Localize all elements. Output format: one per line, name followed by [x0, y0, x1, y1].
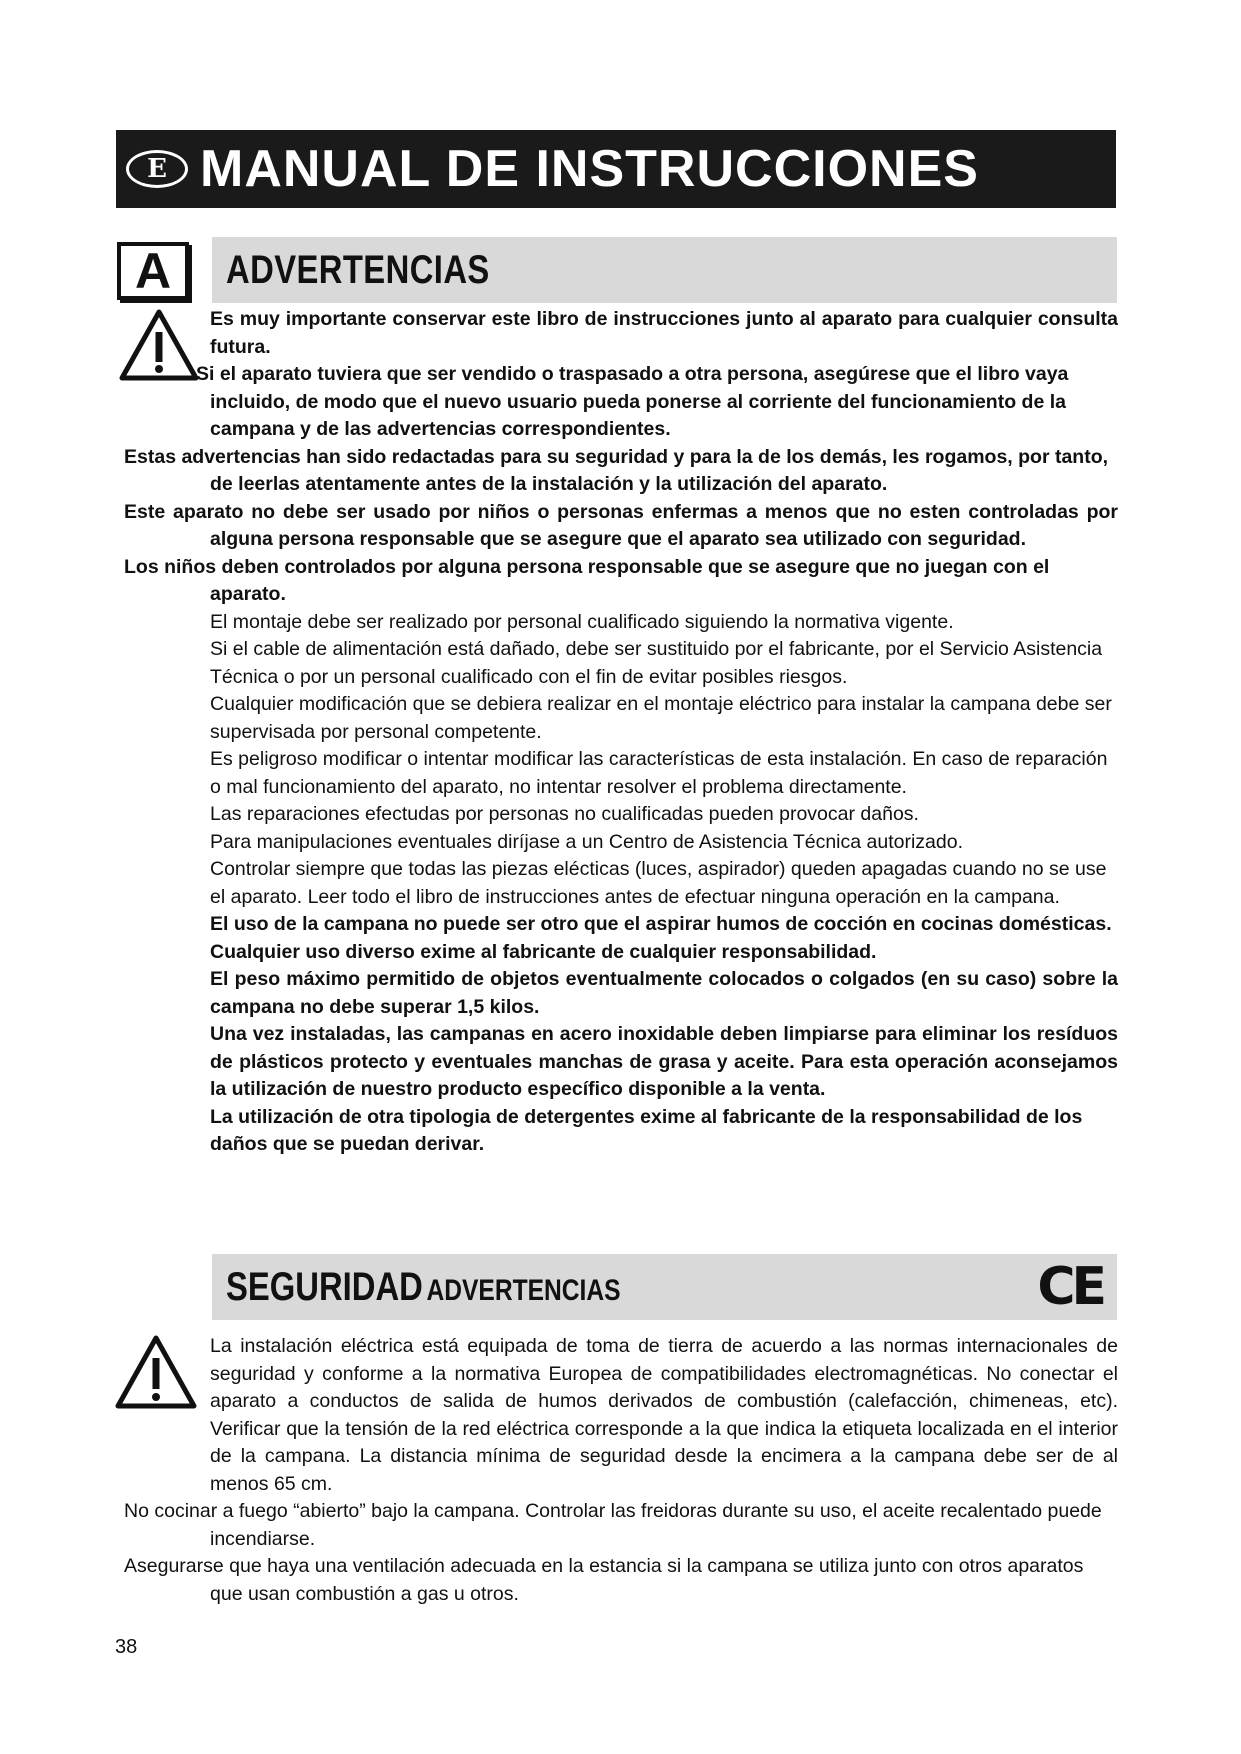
paragraph: Para manipulaciones eventuales diríjase a un Centro de Asistencia Técnica autorizado.: [210, 830, 964, 853]
seguridad-heading-small: ADVERTENCIAS: [426, 1273, 621, 1307]
page-title: MANUAL DE INSTRUCCIONES: [200, 140, 979, 198]
paragraph: Estas advertencias han sido redactadas para su seguridad y para la de los demás, les rogamos, por tanto, de leerlas atentamente antes de la instalación y la utilización del aparato.: [124, 445, 1109, 495]
paragraph: No cocinar a fuego “abierto” bajo la campana. Controlar las freidoras durante su uso, el aceite recalentado puede incendiarse.: [124, 1500, 1102, 1550]
section-letter: A: [117, 242, 189, 300]
title-bar: [116, 130, 1116, 208]
paragraph: Es peligroso modificar o intentar modificar las características de esta instalación. En caso de reparación o mal funcionamiento del aparato, no intentar resolver el problema directamente.: [210, 748, 1108, 798]
seguridad-heading-big: SEGURIDAD: [226, 1264, 423, 1309]
paragraph: Si el cable de alimentación está dañado, debe ser sustituido por el fabricante, por el Servicio Asistencia Técnica o por un personal cualificado con el fin de evitar posibles riesgos.: [210, 638, 1103, 688]
paragraph: Una vez instaladas, las campanas en acero inoxidable deben limpiarse para eliminar los resíduos de plásticos protecto y eventuales manchas de grasa y aceite. Para esta operación aconsejamos la utilización de nuestro producto específico disponible a la venta.: [210, 1023, 1118, 1100]
paragraph: Asegurarse que haya una ventilación adecuada en la estancia si la campana se utiliza junto con otros aparatos que usan combustión a gas u otros.: [124, 1555, 1084, 1605]
paragraph: El montaje debe ser realizado por personal cualificado siguiendo la normativa vigente.: [210, 610, 954, 633]
paragraph: Es muy importante conservar este libro de instrucciones junto al aparato para cualquier consulta futura.: [210, 308, 1118, 358]
paragraph: Los niños deben controlados por alguna persona responsable que se asegure que no juegan con el aparato.: [124, 555, 1050, 605]
paragraph: La instalación eléctrica está equipada de toma de tierra de acuerdo a las normas internacionales de seguridad y conforme a la normativa Europea de compatibilidades electromagnéticas. No conectar el aparato a conductos de salida de humos derivados de combustión (calefacción, chimeneas, etc). Verificar que la tensión de la red eléctrica corresponde a la que indica la etiqueta localizada en el interior de la campana. La distancia mínima de seguridad desde la encimera a la campana debe ser de al menos 65 cm.: [210, 1335, 1118, 1495]
section-heading-text: ADVERTENCIAS: [226, 247, 490, 292]
paragraph: El uso de la campana no puede ser otro que el aspirar humos de cocción en cocinas domésticas.: [210, 913, 1112, 935]
paragraph: Controlar siempre que todas las piezas elécticas (luces, aspirador) queden apagadas cuando no se use el aparato. Leer todo el libro de instrucciones antes de efectuar ninguna operación en la campana.: [210, 858, 1107, 908]
ce-mark-icon: CE: [1037, 1257, 1103, 1317]
section-heading: [212, 237, 1117, 303]
paragraph: La utilización de otra tipologia de detergentes exime al fabricante de la responsabilidad de los daños que se puedan derivar.: [210, 1105, 1083, 1155]
language-badge: E: [126, 150, 188, 188]
paragraph: Las reparaciones efectudas por personas no cualificadas pueden provocar daños.: [210, 803, 919, 825]
advertencias-text: [124, 306, 1118, 1159]
paragraph: Cualquier uso diverso exime al fabricante de cualquier responsabilidad.: [210, 940, 877, 963]
seguridad-text: [124, 1333, 1118, 1608]
paragraph: Cualquier modificación que se debiera realizar en el montaje eléctrico para instalar la campana debe ser supervisada por personal competente.: [210, 693, 1112, 743]
paragraph: Este aparato no debe ser usado por niños o personas enfermas a menos que no esten controladas por alguna persona responsable que se asegure que el aparato sea utilizado con seguridad.: [124, 500, 1118, 550]
seguridad-heading-text: [226, 1265, 621, 1310]
paragraph: El peso máximo permitido de objetos eventualmente colocados o colgados (en su caso) sobre la campana no debe superar 1,5 kilos.: [210, 968, 1118, 1018]
page-number: 38: [115, 1636, 138, 1658]
seguridad-heading: [212, 1254, 1117, 1320]
paragraph: Si el aparato tuviera que ser vendido o traspasado a otra persona, asegúrese que el libro vaya incluido, de modo que el nuevo usuario pueda ponerse al corriente del funcionamiento de la campana y de las advertencias correspondientes.: [196, 363, 1069, 440]
